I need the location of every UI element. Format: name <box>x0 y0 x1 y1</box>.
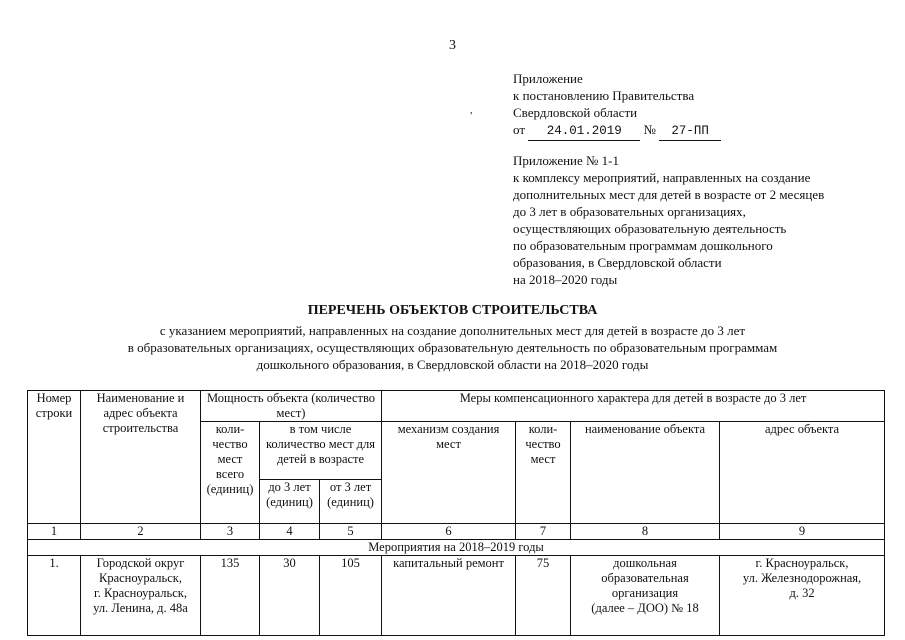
document-subtitle <box>40 322 865 373</box>
appendix-sub-line: дополнительных мест для детей в возрасте от 2 месяцев <box>513 187 825 202</box>
scan-mark: , <box>470 105 473 116</box>
header-measures: Меры компенсационного характера для детей в возрасте до 3 лет <box>382 391 885 422</box>
column-number: 2 <box>81 524 201 540</box>
header-name: Наименование и адрес объекта строительства <box>81 391 201 524</box>
row-name-line: Городской округ <box>96 556 185 570</box>
row-address-line: ул. Железнодорожная, <box>742 571 862 585</box>
appendix-sub-line: по образовательным программам дошкольного <box>513 238 773 253</box>
row-name-line: ул. Ленина, д. 48а <box>93 601 188 615</box>
header-over-3: от 3 лет (единиц) <box>320 480 382 524</box>
row-object-line: дошкольная <box>613 556 677 570</box>
column-number: 5 <box>320 524 382 540</box>
row-name-line: Красноуральск, <box>99 571 182 585</box>
appendix-main-line3: Свердловской области <box>513 105 638 120</box>
row-address-line: г. Красноуральск, <box>755 556 849 570</box>
row-total: 135 <box>201 556 260 636</box>
row-quantity: 75 <box>516 556 571 636</box>
page-number: 3 <box>449 38 456 53</box>
appendix-sub <box>513 152 893 288</box>
header-total: коли-чество мест всего (единиц) <box>201 422 260 524</box>
header-under-3: до 3 лет (единиц) <box>260 480 320 524</box>
row-name <box>81 556 201 636</box>
appendix-sub-line: на 2018–2020 годы <box>513 272 618 287</box>
row-mechanism: капитальный ремонт <box>382 556 516 636</box>
column-number: 9 <box>720 524 885 540</box>
row-object-line: образовательная <box>601 571 689 585</box>
header-mechanism: механизм создания мест <box>382 422 516 524</box>
subtitle-line: в образовательных организациях, осуществляющих образовательную деятельность по образовательным программам <box>127 340 778 355</box>
row-under-3: 30 <box>260 556 320 636</box>
document-title: ПЕРЕЧЕНЬ ОБЪЕКТОВ СТРОИТЕЛЬСТВА <box>307 303 598 318</box>
decree-date: 24.01.2019 <box>528 123 640 141</box>
column-number: 4 <box>260 524 320 540</box>
objects-table <box>27 390 885 636</box>
appendix-sub-line: осуществляющих образовательную деятельность <box>513 221 787 236</box>
section-title: Мероприятия на 2018–2019 годы <box>28 540 885 556</box>
row-address-line: д. 32 <box>789 586 815 600</box>
row-object-line: (далее – ДОО) № 18 <box>591 601 699 615</box>
appendix-main-line1: Приложение <box>513 71 583 86</box>
header-capacity: Мощность объекта (количество мест) <box>201 391 382 422</box>
row-object-name <box>571 556 720 636</box>
number-label: № <box>643 122 656 137</box>
subtitle-line: дошкольного образования, в Свердловской области на 2018–2020 годы <box>256 357 649 372</box>
table-row <box>28 556 885 636</box>
appendix-sub-title: Приложение № 1-1 <box>513 153 620 168</box>
appendix-sub-line: образования, в Свердловской области <box>513 255 722 270</box>
column-number: 1 <box>28 524 81 540</box>
appendix-sub-line: к комплексу мероприятий, направленных на создание <box>513 170 811 185</box>
row-name-line: г. Красноуральск, <box>94 586 187 600</box>
appendix-main-line2: к постановлению Правительства <box>513 88 695 103</box>
header-quantity: коли-чество мест <box>516 422 571 524</box>
header-including: в том числе количество мест для детей в возрасте <box>260 422 382 480</box>
from-label: от <box>513 122 526 137</box>
row-object-line: организация <box>611 586 679 600</box>
row-object-address <box>720 556 885 636</box>
header-row-number: Номер строки <box>28 391 81 524</box>
header-object-address: адрес объекта <box>720 422 885 524</box>
row-over-3: 105 <box>320 556 382 636</box>
appendix-main <box>513 70 721 141</box>
column-number: 3 <box>201 524 260 540</box>
subtitle-line: с указанием мероприятий, направленных на создание дополнительных мест для детей в возрасте до 3 лет <box>159 323 746 338</box>
column-number: 6 <box>382 524 516 540</box>
appendix-sub-line: до 3 лет в образовательных организациях, <box>513 204 746 219</box>
column-number: 8 <box>571 524 720 540</box>
decree-number: 27-ПП <box>659 123 721 141</box>
header-object-name: наименование объекта <box>571 422 720 524</box>
appendix-date-line <box>513 121 721 141</box>
row-number: 1. <box>28 556 81 636</box>
column-number: 7 <box>516 524 571 540</box>
